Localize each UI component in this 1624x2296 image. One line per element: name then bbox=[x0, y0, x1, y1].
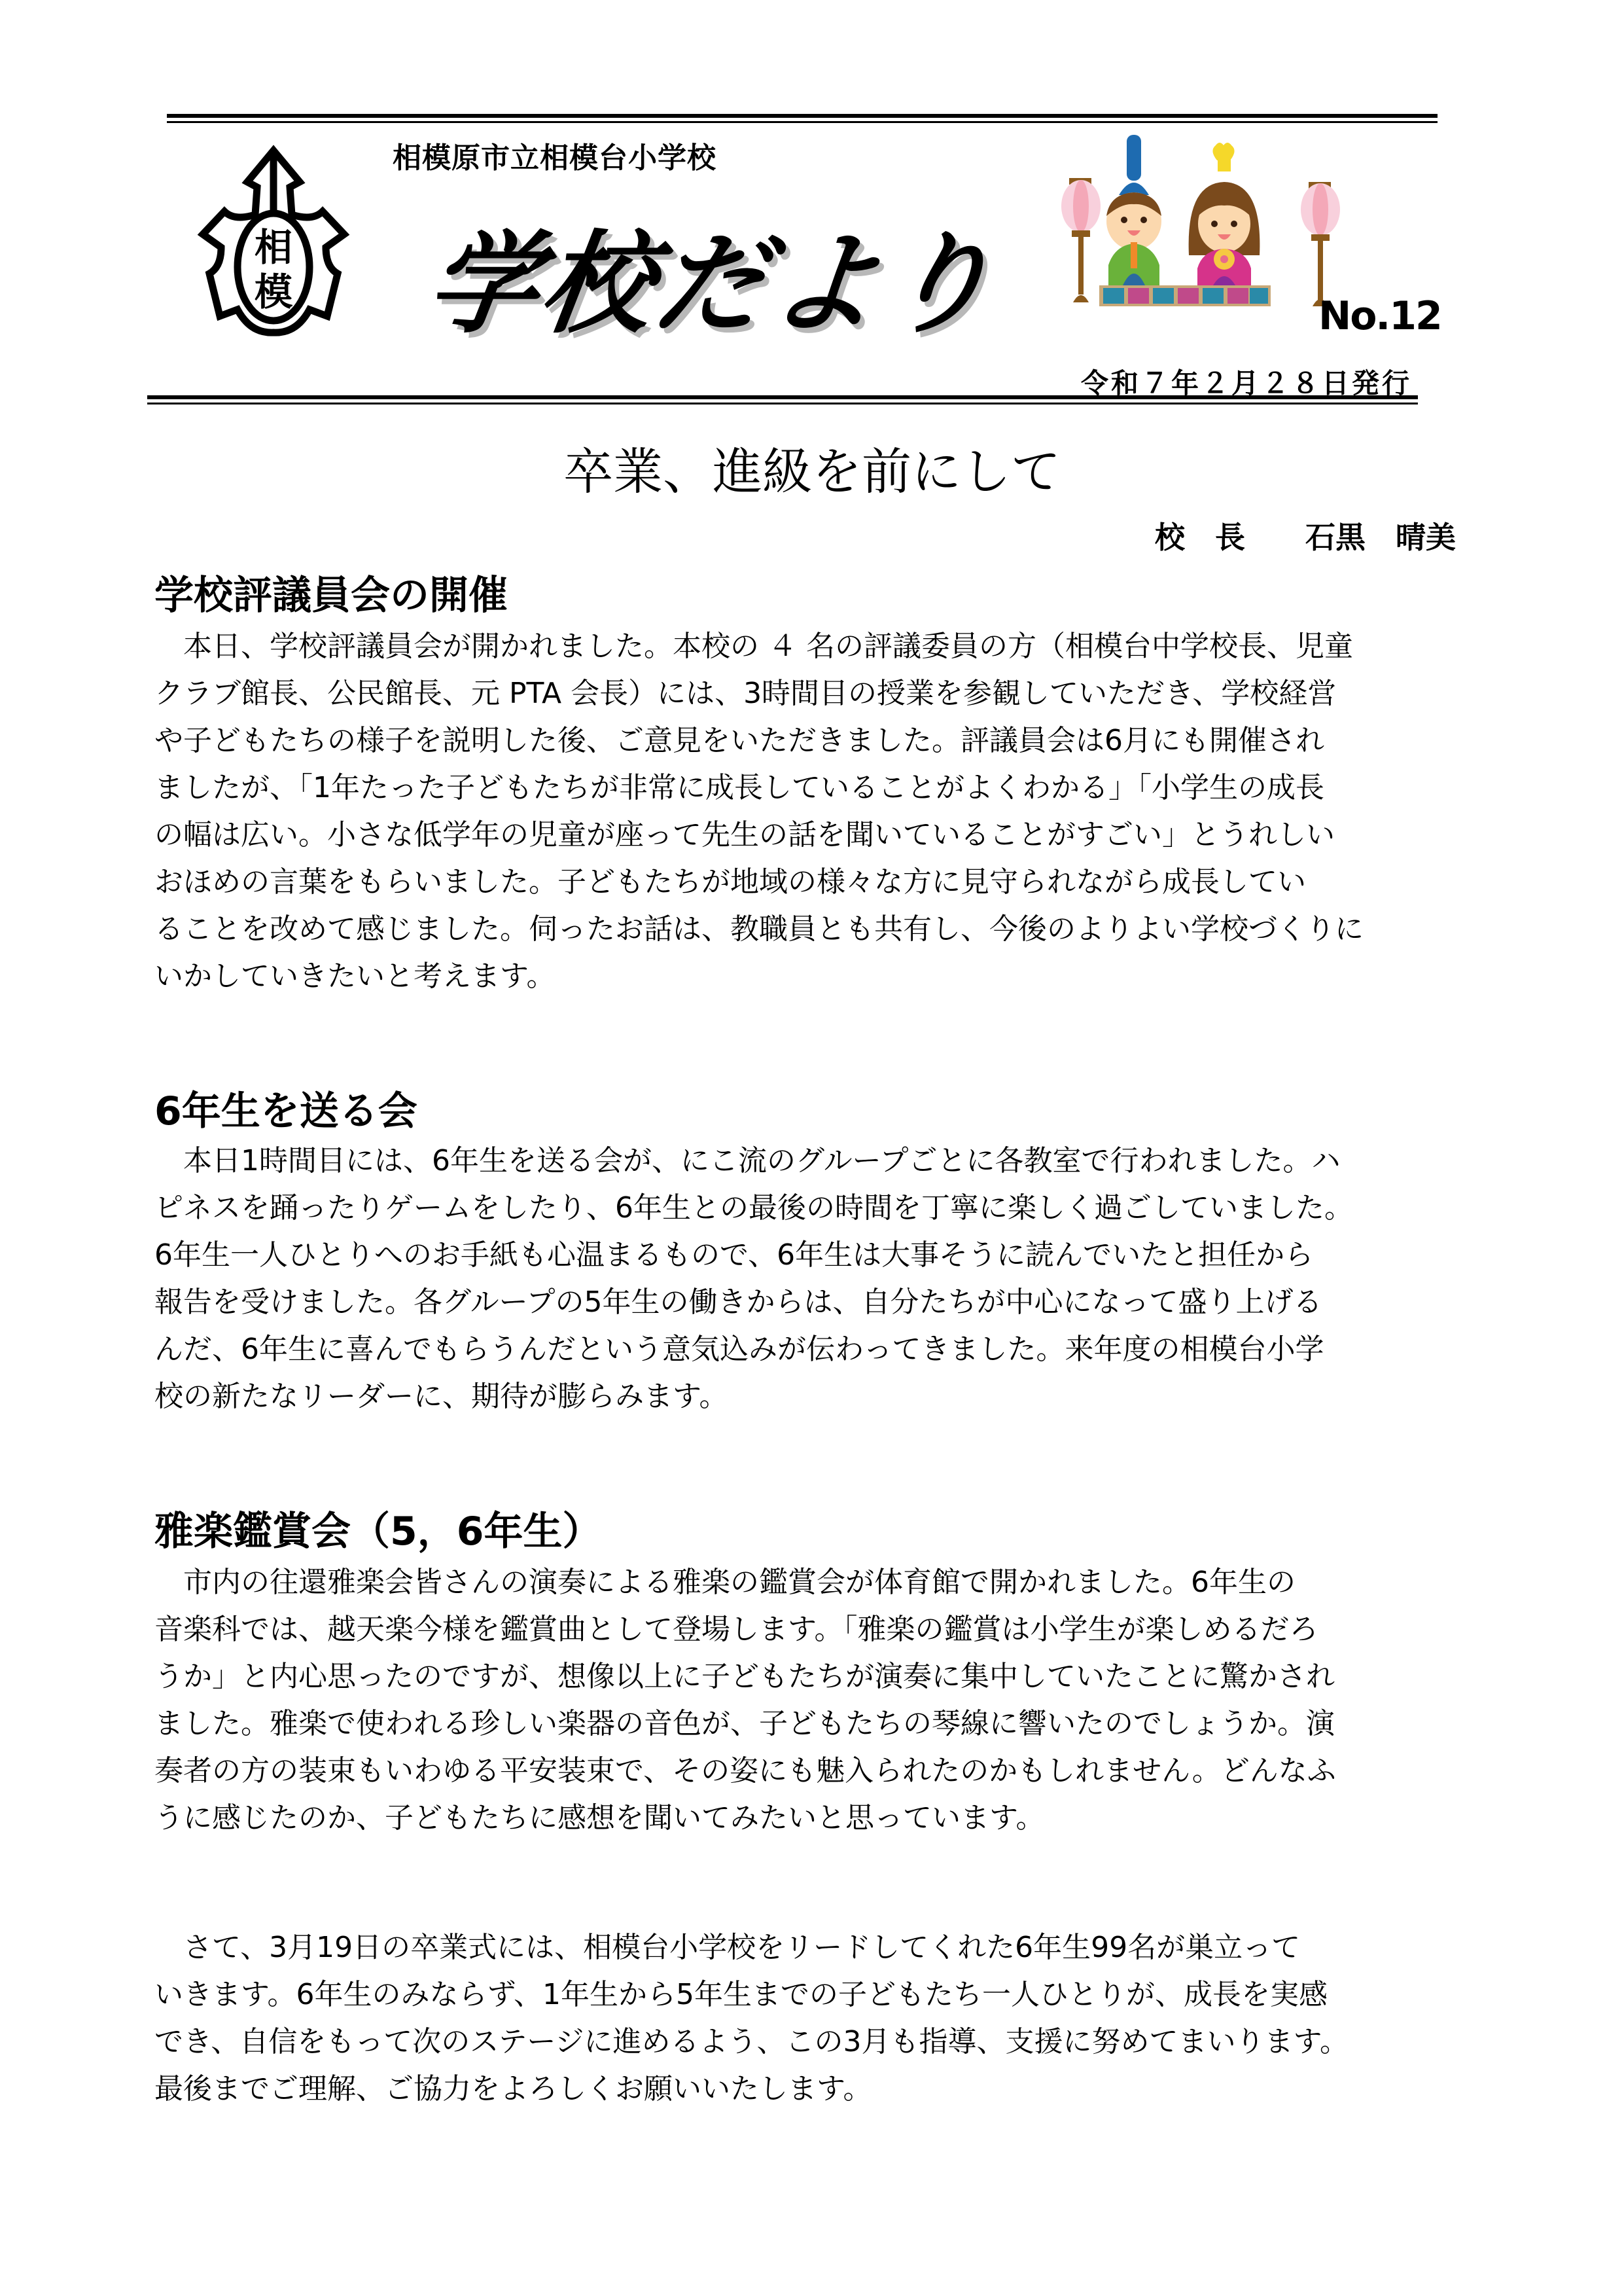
body-line: うか」と内心思ったのですが、想像以上に子どもたちが演奏に集中していたことに驚かされ bbox=[154, 1660, 1335, 1693]
right-lantern-icon bbox=[1301, 182, 1340, 306]
body-line: うに感じたのか、子どもたちに感想を聞いてみたいと思っています。 bbox=[154, 1801, 1045, 1835]
body-line: いかしていきたいと考えます。 bbox=[154, 960, 556, 993]
body-line: 奏者の方の装束もいわゆる平安装束で、その姿にも魅入られたのかもしれません。どんなふ bbox=[154, 1754, 1336, 1787]
body-line: 本日1時間目には、6年生を送る会が、にこ流のグループごとに各教室で行われました。ハ bbox=[154, 1144, 1341, 1177]
body-line: でき、自信をもって次のステージに進めるよう、この3月も指導、支援に努めてまいります。 bbox=[154, 2025, 1349, 2058]
doll-platform-icon bbox=[1099, 285, 1271, 306]
empress-doll-icon bbox=[1189, 143, 1260, 285]
body-line: おほめの言葉をもらいました。子どもたちが地域の様々な方に見守られながら成長してい bbox=[154, 865, 1306, 899]
section-body-gagaku-concert bbox=[154, 1559, 1463, 1842]
body-line: ましたが、「1年たった子どもたちが非常に成長していることがよくわかる」「小学生の成長 bbox=[154, 771, 1324, 804]
body-line: 市内の往還雅楽会皆さんの演奏による雅楽の鑑賞会が体育館で開かれました。6年生の bbox=[154, 1566, 1296, 1599]
body-line: んだ、6年生に喜んでもらうんだという意気込みが伝わってきました。来年度の相模台小学 bbox=[154, 1333, 1324, 1366]
article-author: 校 長 石黒 晴美 bbox=[1155, 520, 1456, 555]
crest-icon bbox=[175, 143, 372, 339]
hina-dolls-illustration bbox=[1055, 131, 1362, 327]
body-line: 報告を受けました。各グループの5年生の働きからは、自分たちが中心になって盛り上げる bbox=[154, 1285, 1322, 1319]
closing-paragraph bbox=[154, 1924, 1463, 2113]
body-line: の幅は広い。小さな低学年の児童が座って先生の話を聞いていることがすごい」とうれしい bbox=[154, 818, 1335, 852]
section-heading-farewell-party: 6年生を送る会 bbox=[154, 1088, 417, 1134]
section-heading-council-meeting: 学校評議員会の開催 bbox=[154, 573, 508, 619]
crest-char-top: 相 bbox=[254, 225, 293, 270]
article-title: 卒業、進級を前にして bbox=[563, 442, 1061, 501]
body-line: 6年生一人ひとりへのお手紙も心温まるもので、6年生は大事そうに読んでいたと担任から bbox=[154, 1238, 1314, 1272]
body-line: 音楽科では、越天楽今様を鑑賞曲として登場します。「雅楽の鑑賞は小学生が楽しめるだろ bbox=[154, 1613, 1318, 1646]
body-line: いきます。6年生のみならず、1年生から5年生までの子どもたち一人ひとりが、成長を実感 bbox=[154, 1978, 1328, 2011]
hina-dolls-icon bbox=[1055, 131, 1362, 327]
header-top-rule bbox=[167, 114, 1438, 123]
issue-date: 令和７年２月２８日発行 bbox=[1081, 367, 1413, 399]
body-line: 最後までご理解、ご協力をよろしくお願いいたします。 bbox=[154, 2072, 872, 2106]
body-line: さて、3月19日の卒業式には、相模台小学校をリードしてくれた6年生99名が巣立って bbox=[154, 1931, 1301, 1964]
section-heading-gagaku-concert: 雅楽鑑賞会（5，6年生） bbox=[154, 1509, 602, 1554]
emperor-doll-icon bbox=[1106, 135, 1161, 285]
crest-char-bottom: 模 bbox=[254, 270, 293, 314]
body-line: ました。雅楽で使われる珍しい楽器の音色が、子どもたちの琴線に響いたのでしょうか。演 bbox=[154, 1707, 1335, 1740]
newsletter-masthead: 学校だより bbox=[419, 220, 1007, 348]
body-line: 本日、学校評議員会が開かれました。本校の ４ 名の評議委員の方（相模台中学校長、児童 bbox=[154, 630, 1353, 663]
left-lantern-icon bbox=[1061, 178, 1101, 302]
school-crest-logo bbox=[175, 143, 372, 339]
body-line: や子どもたちの様子を説明した後、ご意見をいただきました。評議員会は6月にも開催され bbox=[154, 724, 1324, 757]
body-line: ることを改めて感じました。伺ったお話は、教職員とも共有し、今後のよりよい学校づくりに bbox=[154, 912, 1364, 946]
body-line: 校の新たなリーダーに、期待が膨らみます。 bbox=[154, 1380, 728, 1413]
section-body-farewell-party bbox=[154, 1138, 1463, 1420]
school-name: 相模原市立相模台小学校 bbox=[393, 141, 716, 175]
issue-number: No.12 bbox=[1318, 293, 1441, 339]
body-line: クラブ館長、公民館長、元 PTA 会長）には、3時間目の授業を参観していただき、学校経営 bbox=[154, 677, 1337, 710]
body-line: ピネスを踊ったりゲームをしたり、6年生との最後の時間を丁寧に楽しく過ごしていました。 bbox=[154, 1191, 1353, 1225]
section-body-council-meeting bbox=[154, 623, 1463, 1000]
